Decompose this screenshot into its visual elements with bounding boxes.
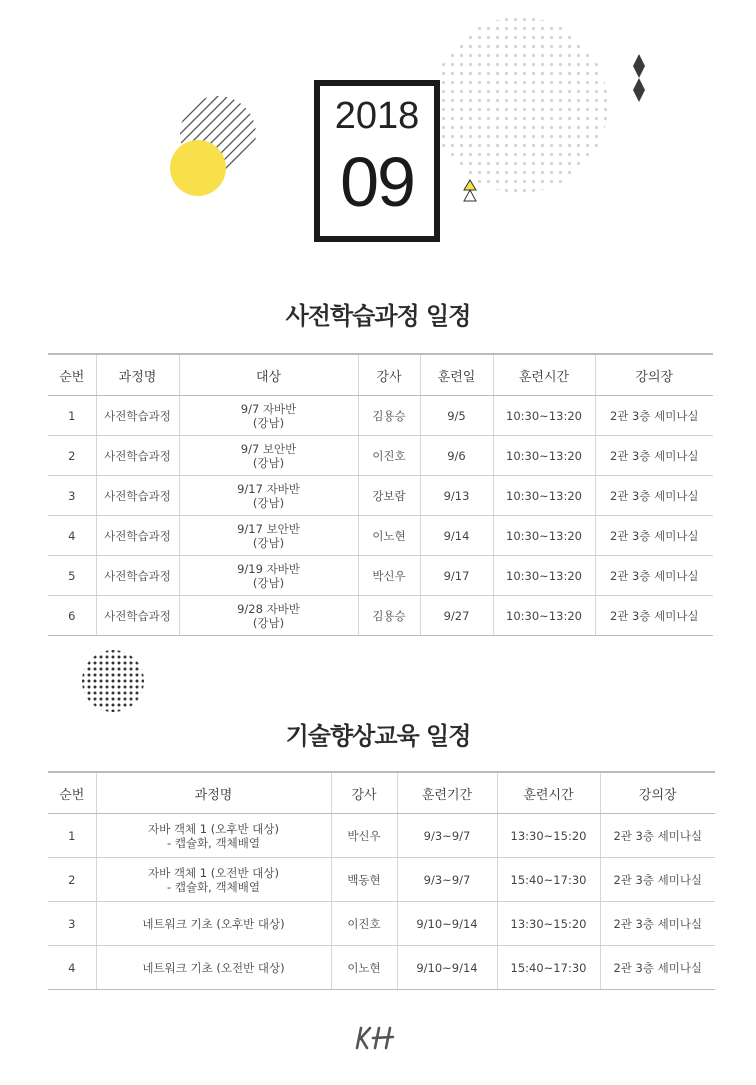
row-number: 1 bbox=[48, 396, 96, 436]
decorative-dot-circle-large bbox=[430, 15, 610, 195]
course-name bbox=[96, 858, 331, 902]
course-name: 사전학습과정 bbox=[96, 396, 179, 436]
table-row bbox=[48, 902, 715, 946]
table-row bbox=[48, 556, 713, 596]
target bbox=[179, 556, 358, 596]
target bbox=[179, 516, 358, 556]
column-header: 순번 bbox=[48, 772, 96, 814]
target bbox=[179, 476, 358, 516]
instructor: 이노현 bbox=[331, 946, 397, 990]
month: 09 bbox=[340, 143, 414, 221]
column-header: 훈련시간 bbox=[497, 772, 600, 814]
column-header: 강의장 bbox=[600, 772, 715, 814]
course-name: 사전학습과정 bbox=[96, 436, 179, 476]
training-time: 15:40~17:30 bbox=[497, 946, 600, 990]
row-number: 4 bbox=[48, 946, 96, 990]
training-time: 10:30~13:20 bbox=[493, 476, 595, 516]
target-line: 9/17 자바반 bbox=[237, 481, 300, 496]
target-line: 9/19 자바반 bbox=[237, 561, 300, 576]
instructor: 이노현 bbox=[358, 516, 420, 556]
column-header: 강의장 bbox=[595, 354, 713, 396]
training-time: 10:30~13:20 bbox=[493, 556, 595, 596]
table-header-row bbox=[48, 354, 713, 396]
row-number: 1 bbox=[48, 814, 96, 858]
training-date: 9/27 bbox=[420, 596, 493, 636]
instructor: 김용승 bbox=[358, 396, 420, 436]
table-header-row bbox=[48, 772, 715, 814]
row-number: 3 bbox=[48, 902, 96, 946]
table-row bbox=[48, 436, 713, 476]
training-time: 15:40~17:30 bbox=[497, 858, 600, 902]
decorative-dot-circle-small bbox=[80, 648, 146, 714]
table-row bbox=[48, 596, 713, 636]
training-period: 9/3~9/7 bbox=[397, 814, 497, 858]
tech-title: 기술향상교육 일정 bbox=[285, 722, 471, 750]
training-date: 9/6 bbox=[420, 436, 493, 476]
decorative-triangles bbox=[462, 178, 478, 206]
column-header: 과정명 bbox=[96, 354, 179, 396]
training-time: 13:30~15:20 bbox=[497, 902, 600, 946]
column-header: 강사 bbox=[358, 354, 420, 396]
row-number: 5 bbox=[48, 556, 96, 596]
classroom: 2관 3층 세미나실 bbox=[595, 436, 713, 476]
target-line: 9/7 보안반 bbox=[240, 441, 297, 456]
instructor: 이진호 bbox=[331, 902, 397, 946]
target-line: (강남) bbox=[252, 575, 285, 590]
target-line: 9/28 자바반 bbox=[237, 601, 300, 616]
course-name: 사전학습과정 bbox=[96, 556, 179, 596]
classroom: 2관 3층 세미나실 bbox=[595, 476, 713, 516]
training-time: 13:30~15:20 bbox=[497, 814, 600, 858]
target-line: 9/17 보안반 bbox=[237, 521, 300, 536]
classroom: 2관 3층 세미나실 bbox=[595, 396, 713, 436]
date-box bbox=[314, 80, 440, 242]
row-number: 4 bbox=[48, 516, 96, 556]
training-time: 10:30~13:20 bbox=[493, 516, 595, 556]
training-time: 10:30~13:20 bbox=[493, 396, 595, 436]
column-header: 과정명 bbox=[96, 772, 331, 814]
training-period: 9/3~9/7 bbox=[397, 858, 497, 902]
row-number: 6 bbox=[48, 596, 96, 636]
instructor: 강보람 bbox=[358, 476, 420, 516]
prestudy-table bbox=[48, 353, 713, 636]
course-name-line: 네트워크 기초 (오후반 대상) bbox=[142, 916, 285, 931]
course-name: 사전학습과정 bbox=[96, 596, 179, 636]
column-header: 훈련기간 bbox=[397, 772, 497, 814]
training-date: 9/5 bbox=[420, 396, 493, 436]
target-line: (강남) bbox=[252, 415, 285, 430]
target-line: (강남) bbox=[252, 535, 285, 550]
classroom: 2관 3층 세미나실 bbox=[600, 902, 715, 946]
instructor: 박신우 bbox=[358, 556, 420, 596]
classroom: 2관 3층 세미나실 bbox=[600, 858, 715, 902]
decorative-hatched-circle bbox=[168, 96, 268, 196]
instructor: 백동현 bbox=[331, 858, 397, 902]
column-header: 대상 bbox=[179, 354, 358, 396]
course-name bbox=[96, 946, 331, 990]
course-name-line: 자바 객체 1 (오전반 대상) bbox=[148, 865, 279, 880]
classroom: 2관 3층 세미나실 bbox=[600, 814, 715, 858]
table-row bbox=[48, 396, 713, 436]
classroom: 2관 3층 세미나실 bbox=[595, 596, 713, 636]
decorative-diamonds bbox=[628, 52, 650, 104]
target bbox=[179, 596, 358, 636]
course-name: 사전학습과정 bbox=[96, 516, 179, 556]
row-number: 2 bbox=[48, 858, 96, 902]
row-number: 3 bbox=[48, 476, 96, 516]
target bbox=[179, 436, 358, 476]
course-name-line: 자바 객체 1 (오후반 대상) bbox=[148, 821, 279, 836]
tech-table bbox=[48, 771, 715, 990]
table-row bbox=[48, 858, 715, 902]
column-header: 훈련일 bbox=[420, 354, 493, 396]
column-header: 훈련시간 bbox=[493, 354, 595, 396]
instructor: 이진호 bbox=[358, 436, 420, 476]
course-name-line: 네트워크 기초 (오전반 대상) bbox=[142, 960, 285, 975]
instructor: 김용승 bbox=[358, 596, 420, 636]
course-name-line: - 캡슐화, 객체배열 bbox=[167, 835, 260, 850]
training-date: 9/14 bbox=[420, 516, 493, 556]
classroom: 2관 3층 세미나실 bbox=[595, 556, 713, 596]
table-row bbox=[48, 476, 713, 516]
course-name bbox=[96, 814, 331, 858]
target bbox=[179, 396, 358, 436]
target-line: (강남) bbox=[252, 495, 285, 510]
course-name: 사전학습과정 bbox=[96, 476, 179, 516]
column-header: 순번 bbox=[48, 354, 96, 396]
target-line: 9/7 자바반 bbox=[240, 401, 297, 416]
classroom: 2관 3층 세미나실 bbox=[595, 516, 713, 556]
target-line: (강남) bbox=[252, 455, 285, 470]
training-period: 9/10~9/14 bbox=[397, 946, 497, 990]
kh-logo bbox=[353, 1024, 403, 1052]
training-date: 9/17 bbox=[420, 556, 493, 596]
year: 2018 bbox=[334, 95, 420, 137]
classroom: 2관 3층 세미나실 bbox=[600, 946, 715, 990]
course-name-line: - 캡슐화, 객체배열 bbox=[167, 879, 260, 894]
training-period: 9/10~9/14 bbox=[397, 902, 497, 946]
training-date: 9/13 bbox=[420, 476, 493, 516]
prestudy-title: 사전학습과정 일정 bbox=[285, 302, 471, 330]
row-number: 2 bbox=[48, 436, 96, 476]
column-header: 강사 bbox=[331, 772, 397, 814]
instructor: 박신우 bbox=[331, 814, 397, 858]
table-row bbox=[48, 946, 715, 990]
training-time: 10:30~13:20 bbox=[493, 436, 595, 476]
course-name bbox=[96, 902, 331, 946]
table-row bbox=[48, 814, 715, 858]
target-line: (강남) bbox=[252, 615, 285, 630]
table-row bbox=[48, 516, 713, 556]
training-time: 10:30~13:20 bbox=[493, 596, 595, 636]
